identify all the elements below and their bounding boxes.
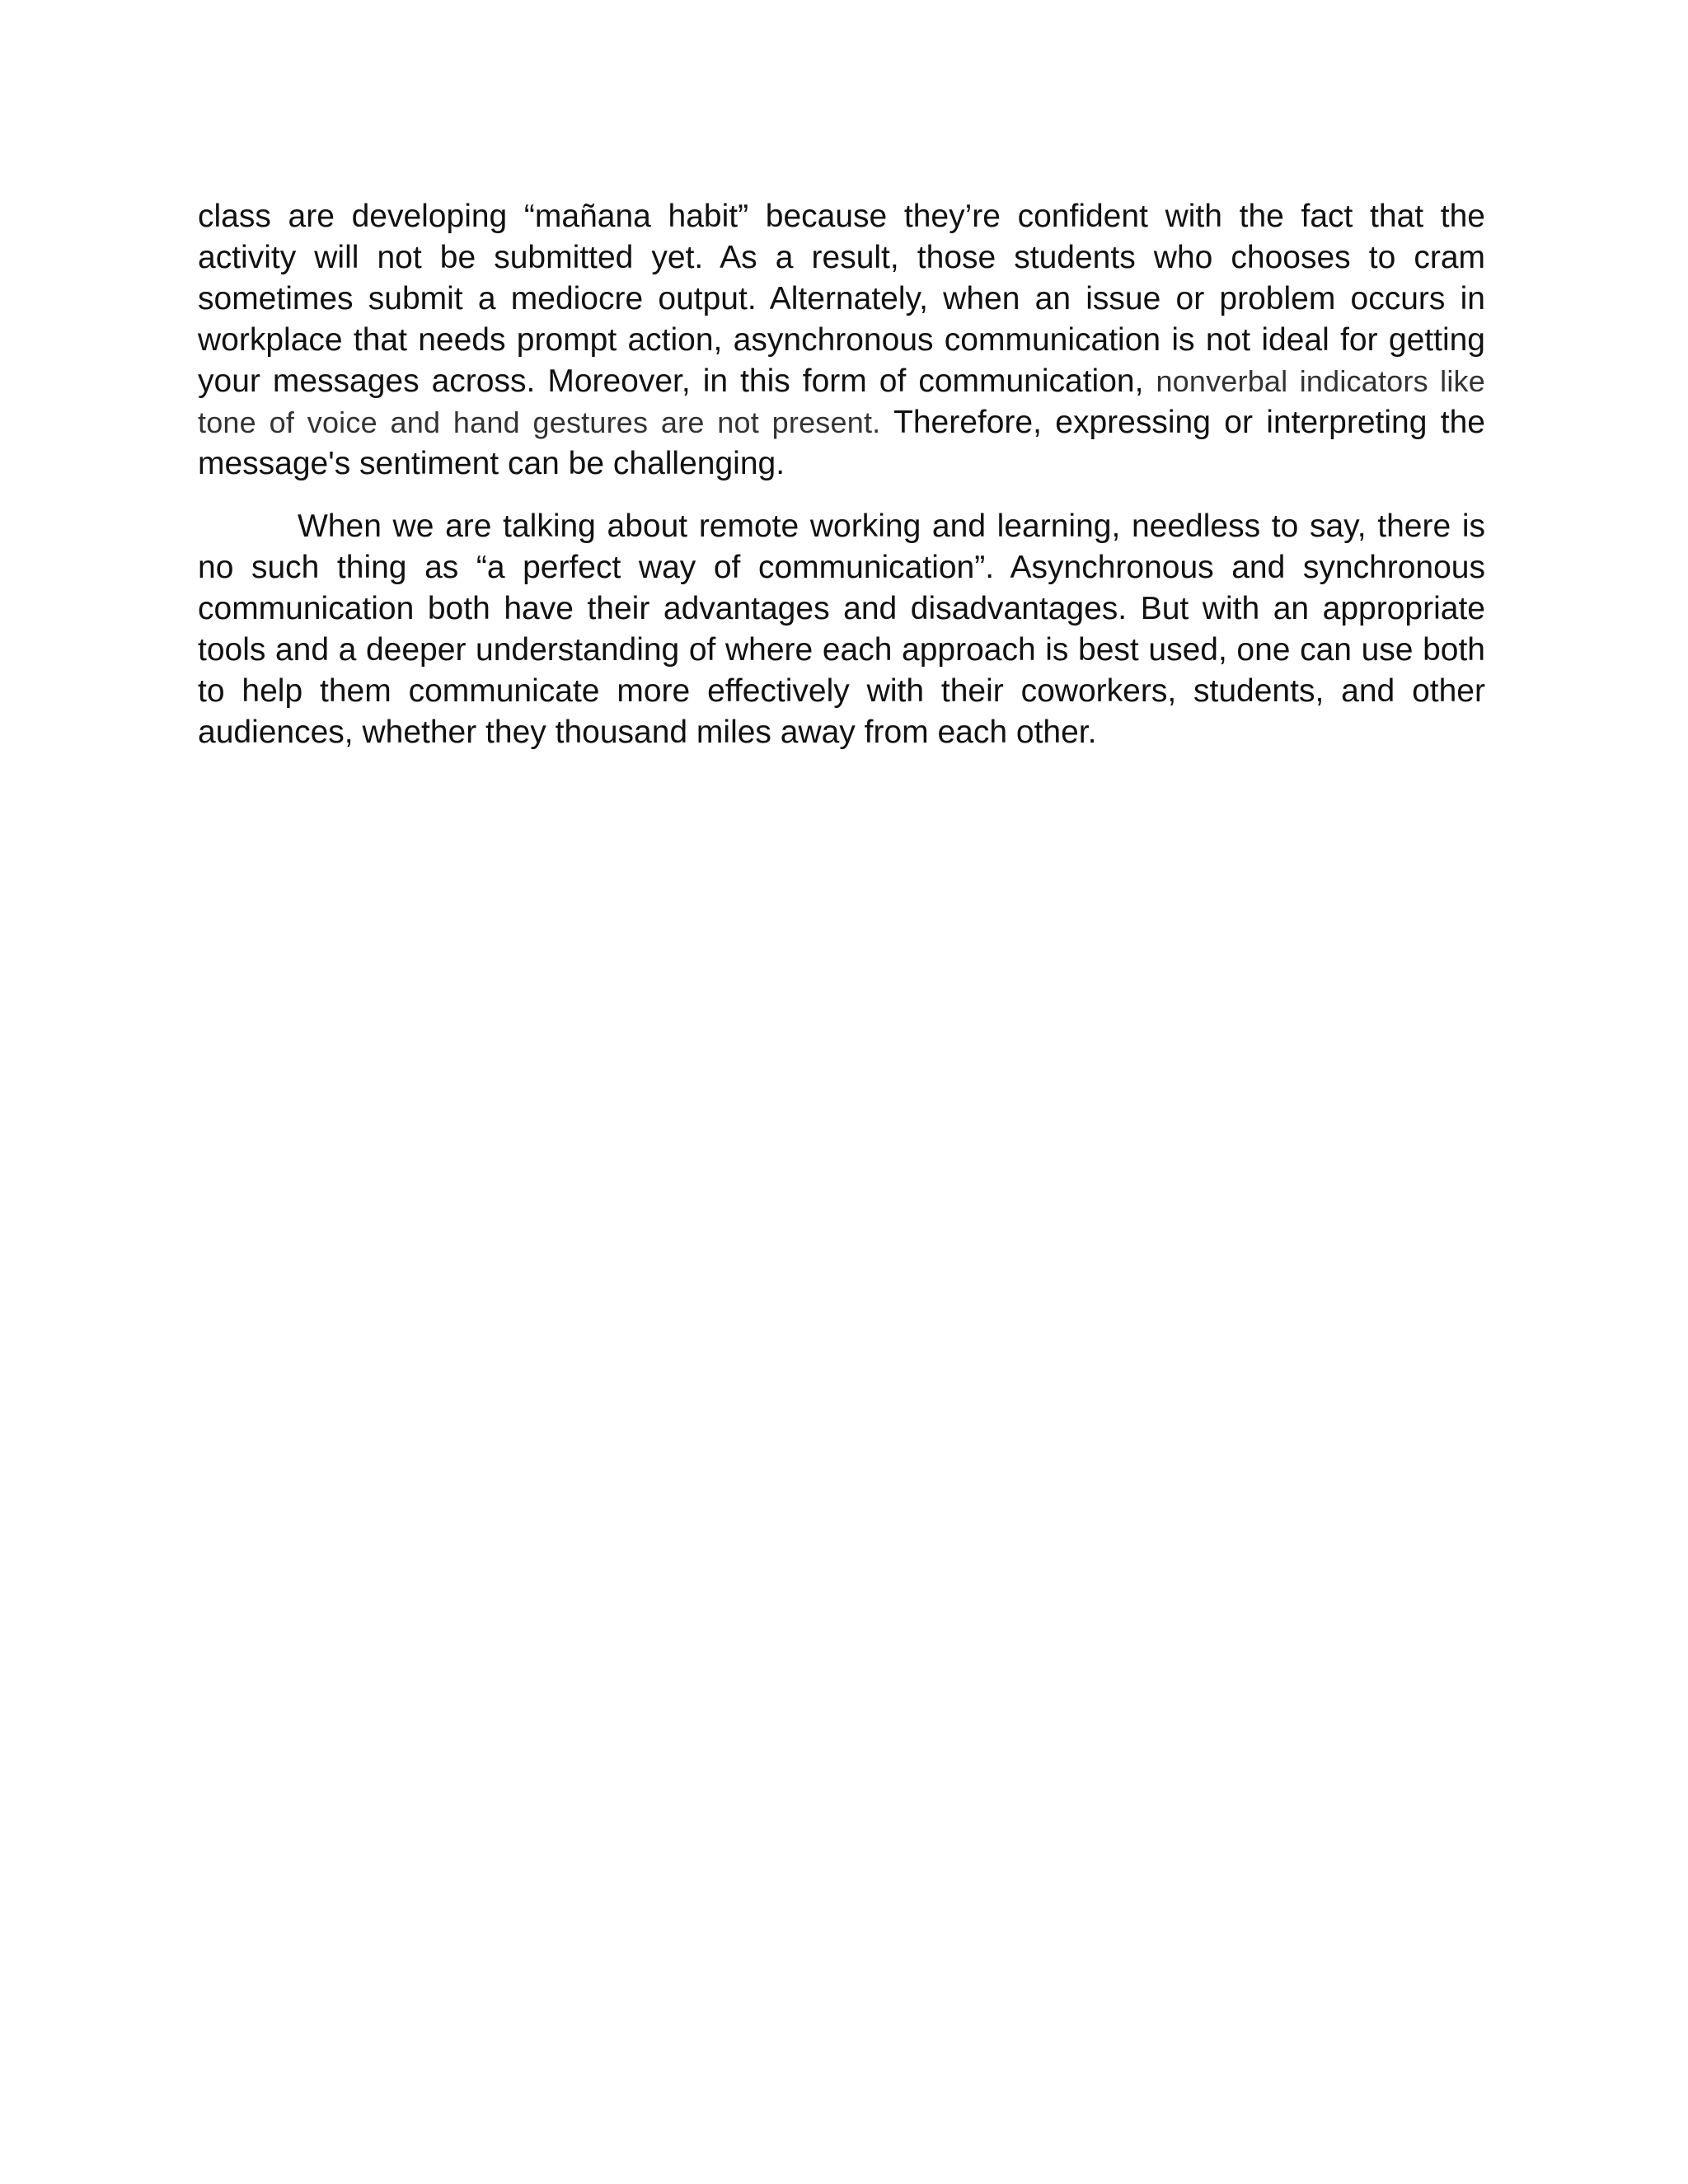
paragraph-2: When we are talking about remote working and learning, needless to say, there is no such thing as “a perfect way of communication”. Asynchronous and synchronous communication both have their advantages and disadvantages. But with an appropriate tools and a deeper understanding of where each approach is best used, one can use both to help them communicate more effectively with their coworkers, students, and other audiences, whether they thousand miles away from each other. bbox=[198, 509, 1485, 750]
paragraph-1-part-1: class are developing “mañana habit” because they’re confident with the fact that the activity will not be submitted yet. As a result, those students who chooses to cram sometimes submit a mediocre output. Alternately, when an issue or problem occurs in workplace that needs prompt action, asynchronous communication is not ideal for getting your messages across. Moreover, in this form of communication, bbox=[198, 199, 1485, 399]
paragraph-1-part-3: Therefore, expressing or interpreting the message's sentiment can be challenging. bbox=[198, 405, 1485, 481]
body-text bbox=[198, 196, 1485, 753]
paragraph-1-part-2: nonverbal indicators like tone of voice and hand gestures are not present. bbox=[198, 364, 1485, 439]
paragraph-1 bbox=[198, 196, 1485, 485]
